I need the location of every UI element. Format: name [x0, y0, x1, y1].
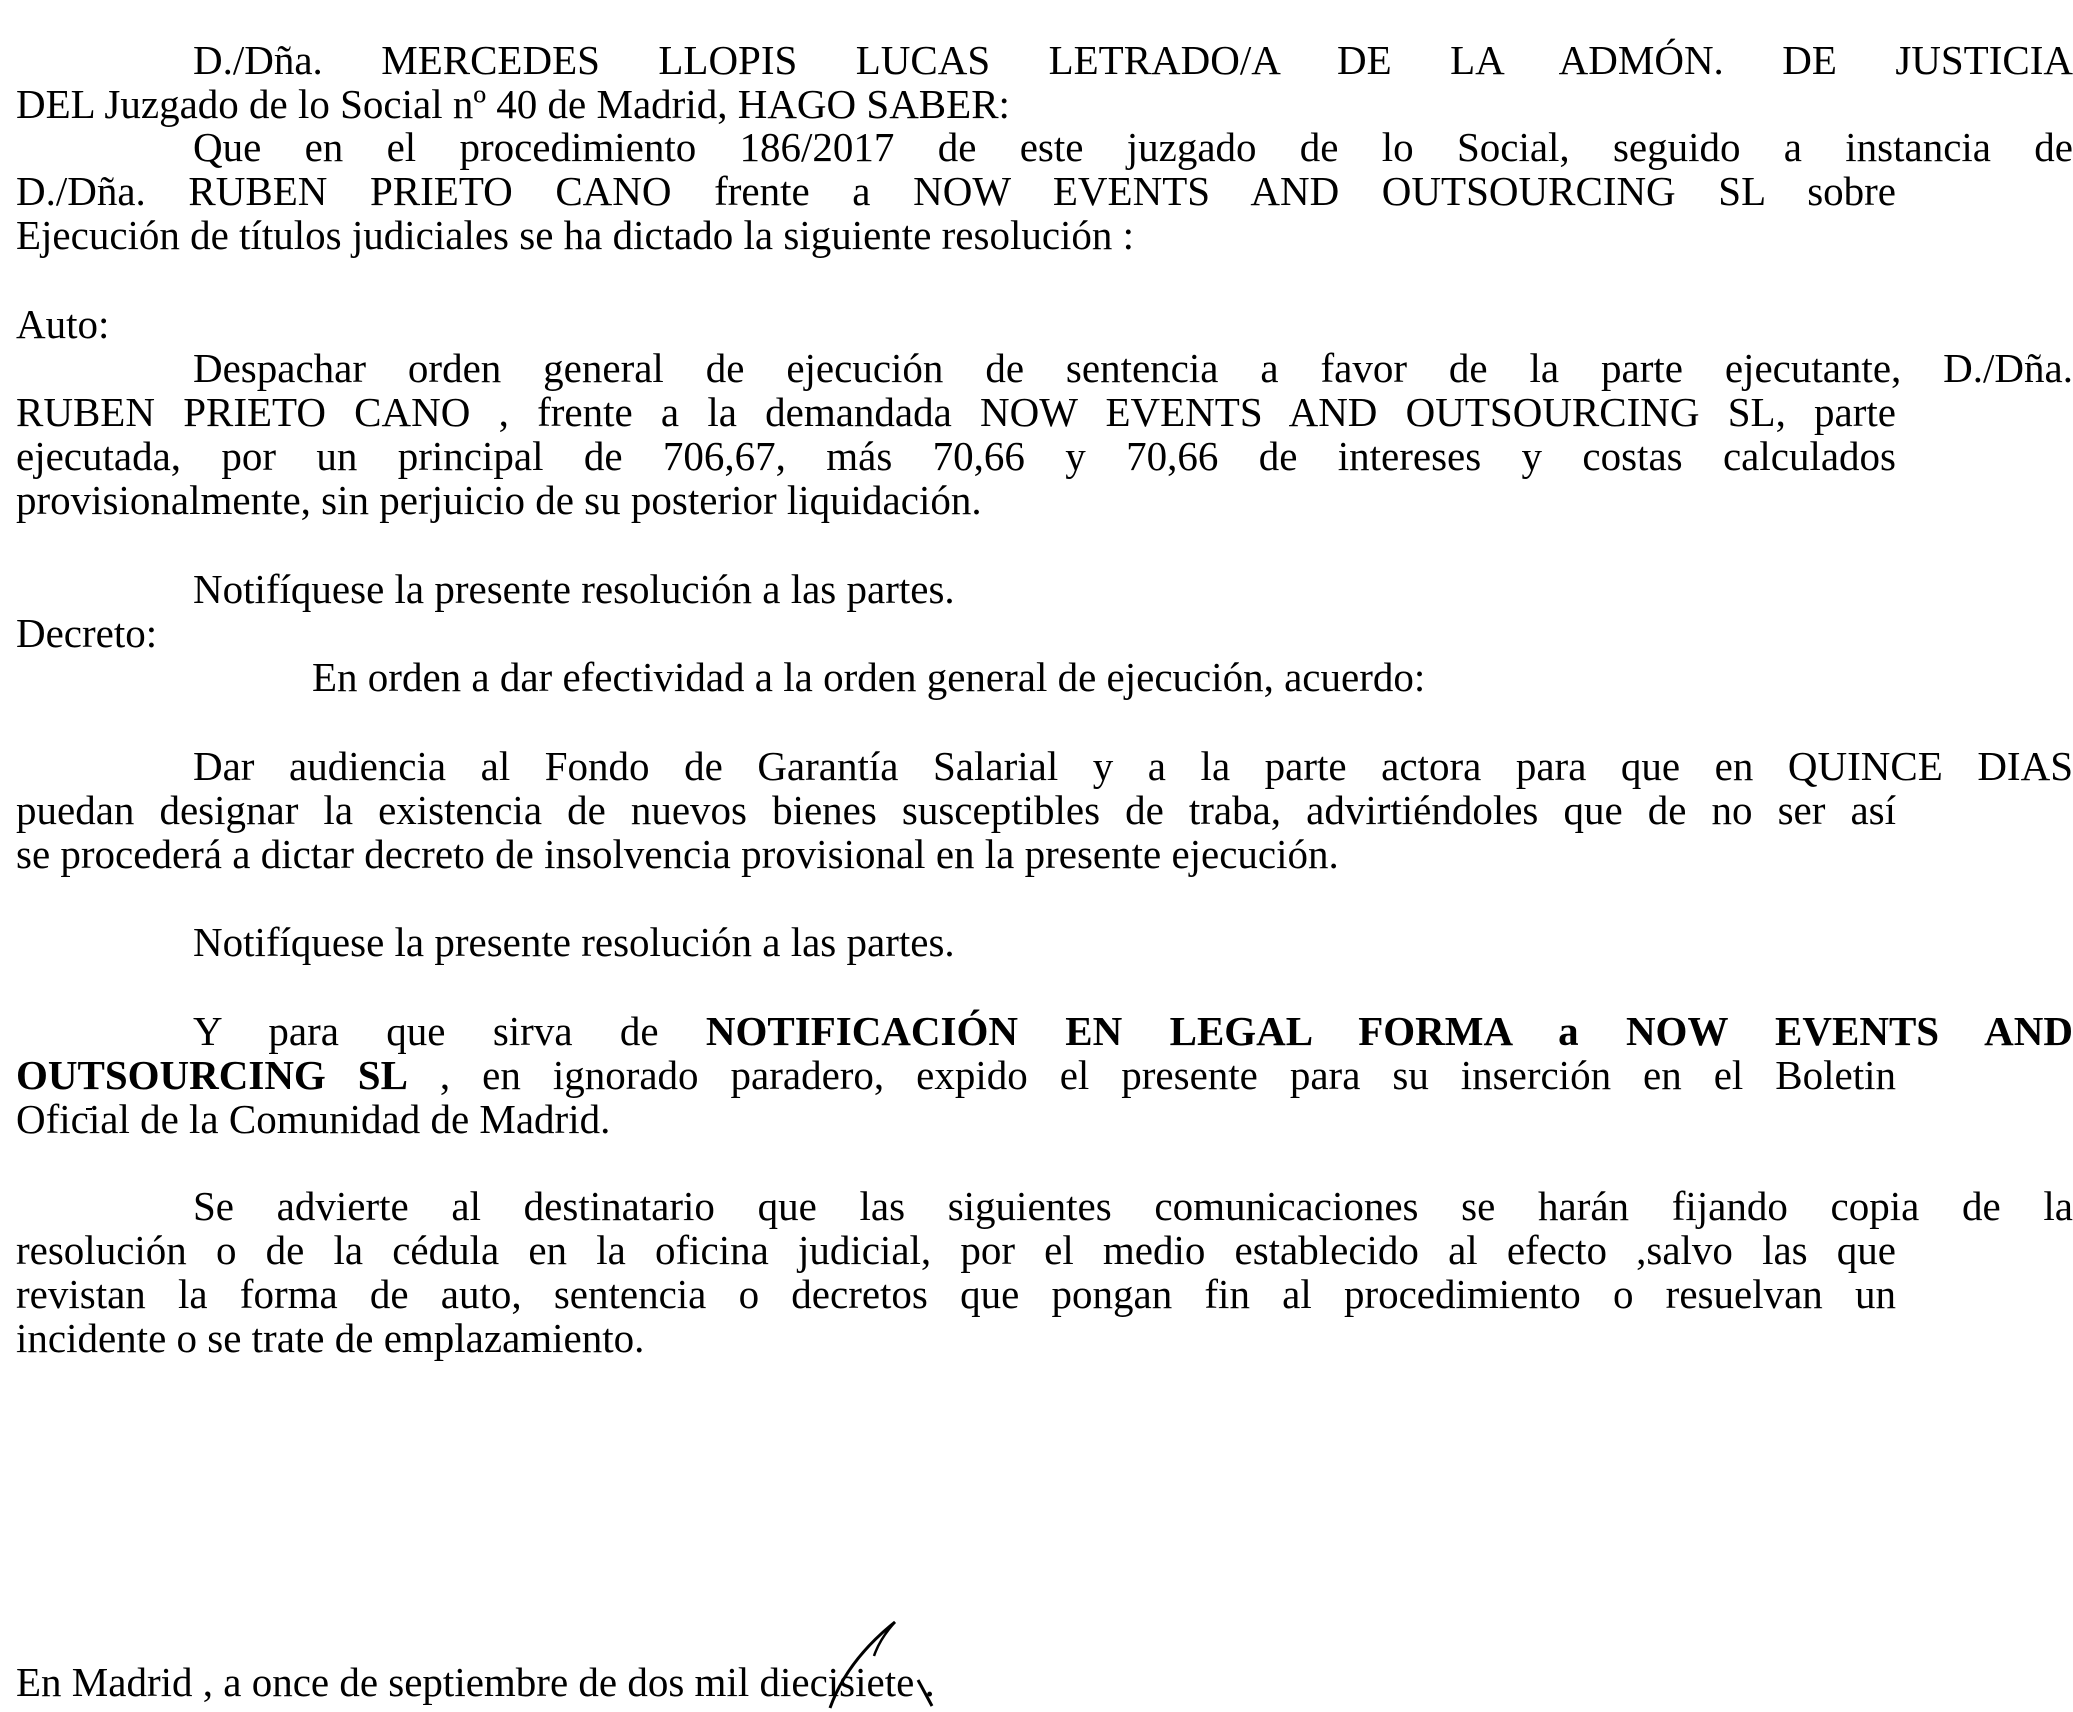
notificacion-line-2-rest: , en ignorado paradero, expido el presente para su inserción en el Boletin — [407, 1052, 1896, 1098]
intro-line-3: Ejecución de títulos judiciales se ha dictado la siguiente resolución : — [16, 212, 1135, 258]
stamp-remnant — [1196, 1703, 1496, 1709]
auto-notify: Notifíquese la presente resolución a las partes. — [193, 566, 955, 612]
decreto-line-2: puedan designar la existencia de nuevos bienes susceptibles de traba, advirtiéndoles que de no ser así — [16, 787, 1896, 833]
intro-line-2: D./Dña. RUBEN PRIETO CANO frente a NOW EVENTS AND OUTSOURCING SL sobre — [16, 168, 1896, 214]
notificacion-line-1-pre: Y para que sirva de — [193, 1008, 706, 1054]
notificacion-line-3: Oficial de la Comunidad de Madrid. — [16, 1096, 611, 1142]
auto-line-3: ejecutada, por un principal de 706,67, más 70,66 y 70,66 de intereses y costas calculados — [16, 433, 1896, 479]
decreto-line-1: Dar audiencia al Fondo de Garantía Salarial y a la parte actora para que en QUINCE DIAS — [193, 743, 2073, 789]
advertencia-line-2: resolución o de la cédula en la oficina judicial, por el medio establecido al efecto ,salvo las que — [16, 1227, 1896, 1273]
header-line-1: D./Dña. MERCEDES LLOPIS LUCAS LETRADO/A DE LA ADMÓN. DE JUSTICIA — [193, 37, 2073, 83]
notificacion-line-2-bold: OUTSOURCING SL — [16, 1052, 408, 1098]
intro-line-1: Que en el procedimiento 186/2017 de este juzgado de lo Social, seguido a instancia de — [193, 124, 2073, 170]
decreto-intro: En orden a dar efectividad a la orden general de ejecución, acuerdo: — [312, 654, 1426, 700]
auto-line-4: provisionalmente, sin perjuicio de su posterior liquidación. — [16, 477, 982, 523]
auto-line-2: RUBEN PRIETO CANO , frente a la demandada NOW EVENTS AND OUTSOURCING SL, parte — [16, 389, 1896, 435]
decreto-heading: Decreto: — [16, 610, 158, 656]
advertencia-line-4: incidente o se trate de emplazamiento. — [16, 1315, 645, 1361]
header-line-2: DEL Juzgado de lo Social nº 40 de Madrid, HAGO SABER: — [16, 81, 1010, 127]
advertencia-line-3: revistan la forma de auto, sentencia o decretos que pongan fin al procedimiento o resuelvan un — [16, 1271, 1896, 1317]
decreto-line-3: se procederá a dictar decreto de insolvencia provisional en la presente ejecución. — [16, 831, 1339, 877]
auto-heading: Auto: — [16, 301, 110, 347]
auto-line-1: Despachar orden general de ejecución de sentencia a favor de la parte ejecutante, D./Dña. — [193, 345, 2073, 391]
notificacion-line-1-bold: NOTIFICACIÓN EN LEGAL FORMA a NOW EVENTS AND — [705, 1008, 2073, 1054]
fecha-line: En Madrid , a once de septiembre de dos mil diecisiete . — [16, 1659, 935, 1705]
decreto-notify: Notifíquese la presente resolución a las partes. — [193, 919, 955, 965]
signature-stroke-icon — [800, 1610, 960, 1710]
advertencia-line-1: Se advierte al destinatario que las siguientes comunicaciones se harán fijando copia de la — [193, 1183, 2073, 1229]
